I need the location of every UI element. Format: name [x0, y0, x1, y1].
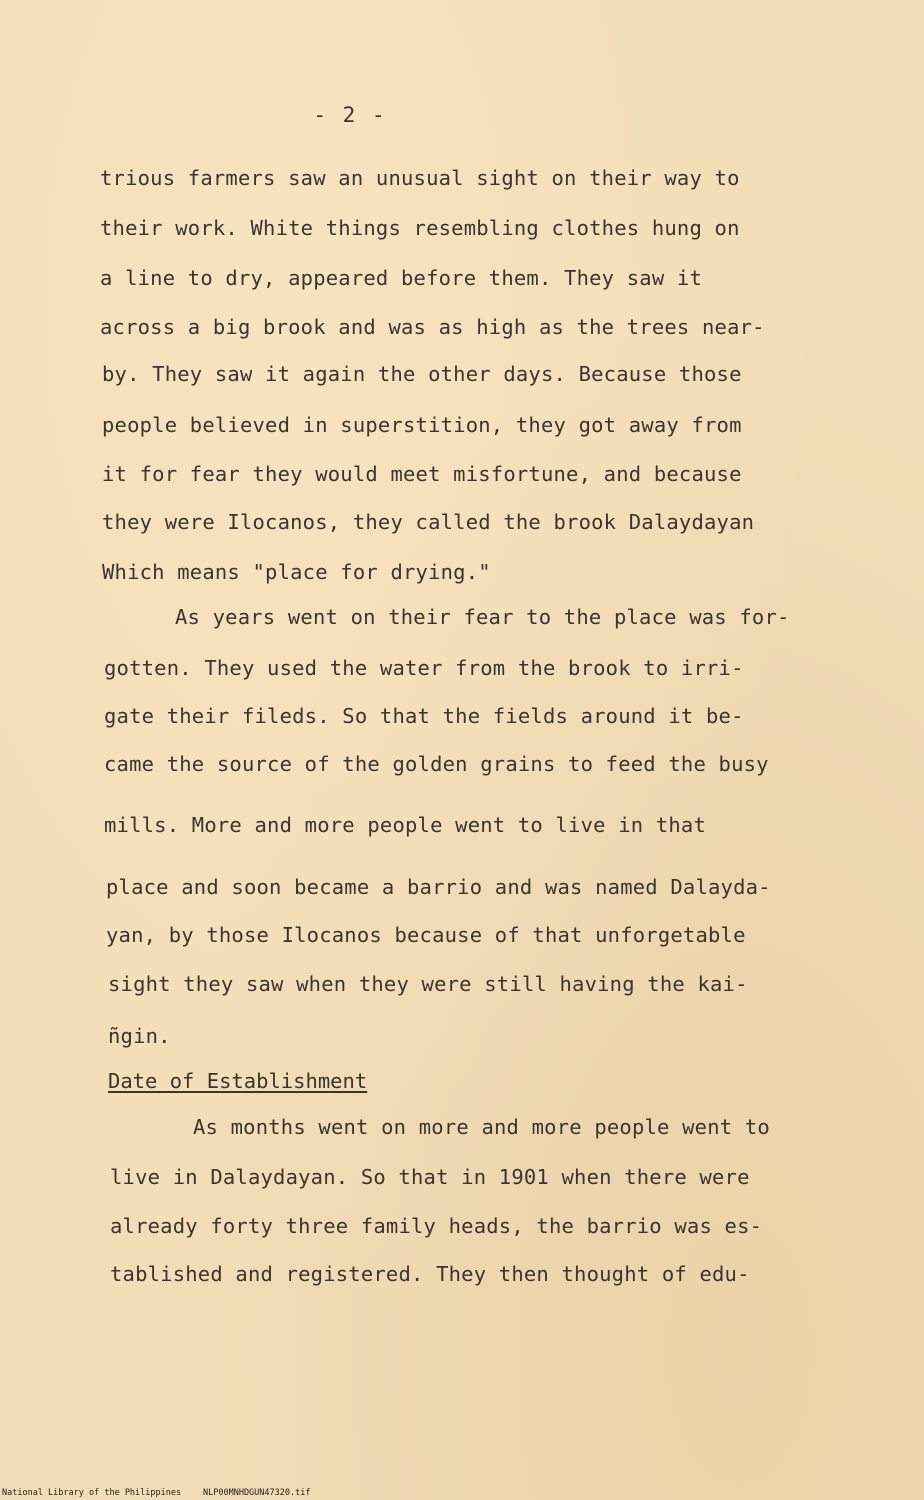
text-line: already forty three family heads, the barrio was es-	[110, 1214, 763, 1238]
text-line: mills. More and more people went to live in that	[104, 813, 707, 837]
text-line: people believed in superstition, they got away from	[102, 413, 742, 437]
text-line: a line to dry, appeared before them. They saw it	[100, 266, 703, 290]
text-line: As years went on their fear to the place was for-	[175, 605, 790, 629]
text-line: Which means "place for drying."	[102, 560, 491, 584]
text-line: by. They saw it again the other days. Because those	[102, 362, 742, 386]
text-line: they were Ilocanos, they called the brook Dalaydayan	[102, 510, 755, 534]
footer-filename: NLP00MNHDGUN47320.tif	[203, 1488, 311, 1498]
text-line: place and soon became a barrio and was named Dalayda-	[106, 875, 771, 899]
text-line: ñgin.	[108, 1024, 171, 1048]
page-number: - 2 -	[313, 103, 387, 127]
text-line: yan, by those Ilocanos because of that unforgetable	[106, 923, 746, 947]
text-line: it for fear they would meet misfortune, and because	[102, 462, 742, 486]
text-line: As months went on more and more people went to	[193, 1115, 770, 1139]
text-line: trious farmers saw an unusual sight on their way to	[100, 166, 740, 190]
text-line: sight they saw when they were still having the kai-	[108, 972, 748, 996]
text-line: their work. White things resembling clothes hung on	[100, 216, 740, 240]
footer-institution: National Library of the Philippines	[2, 1488, 182, 1498]
text-line: gate their fileds. So that the fields around it be-	[104, 704, 744, 728]
text-line: live in Dalaydayan. So that in 1901 when there were	[110, 1165, 750, 1189]
text-line: came the source of the golden grains to feed the busy	[104, 752, 769, 776]
section-heading: Date of Establishment	[108, 1069, 368, 1093]
text-line: tablished and registered. They then thought of edu-	[110, 1262, 750, 1286]
text-line: across a big brook and was as high as the trees near-	[100, 315, 765, 339]
text-line: gotten. They used the water from the brook to irri-	[104, 656, 744, 680]
